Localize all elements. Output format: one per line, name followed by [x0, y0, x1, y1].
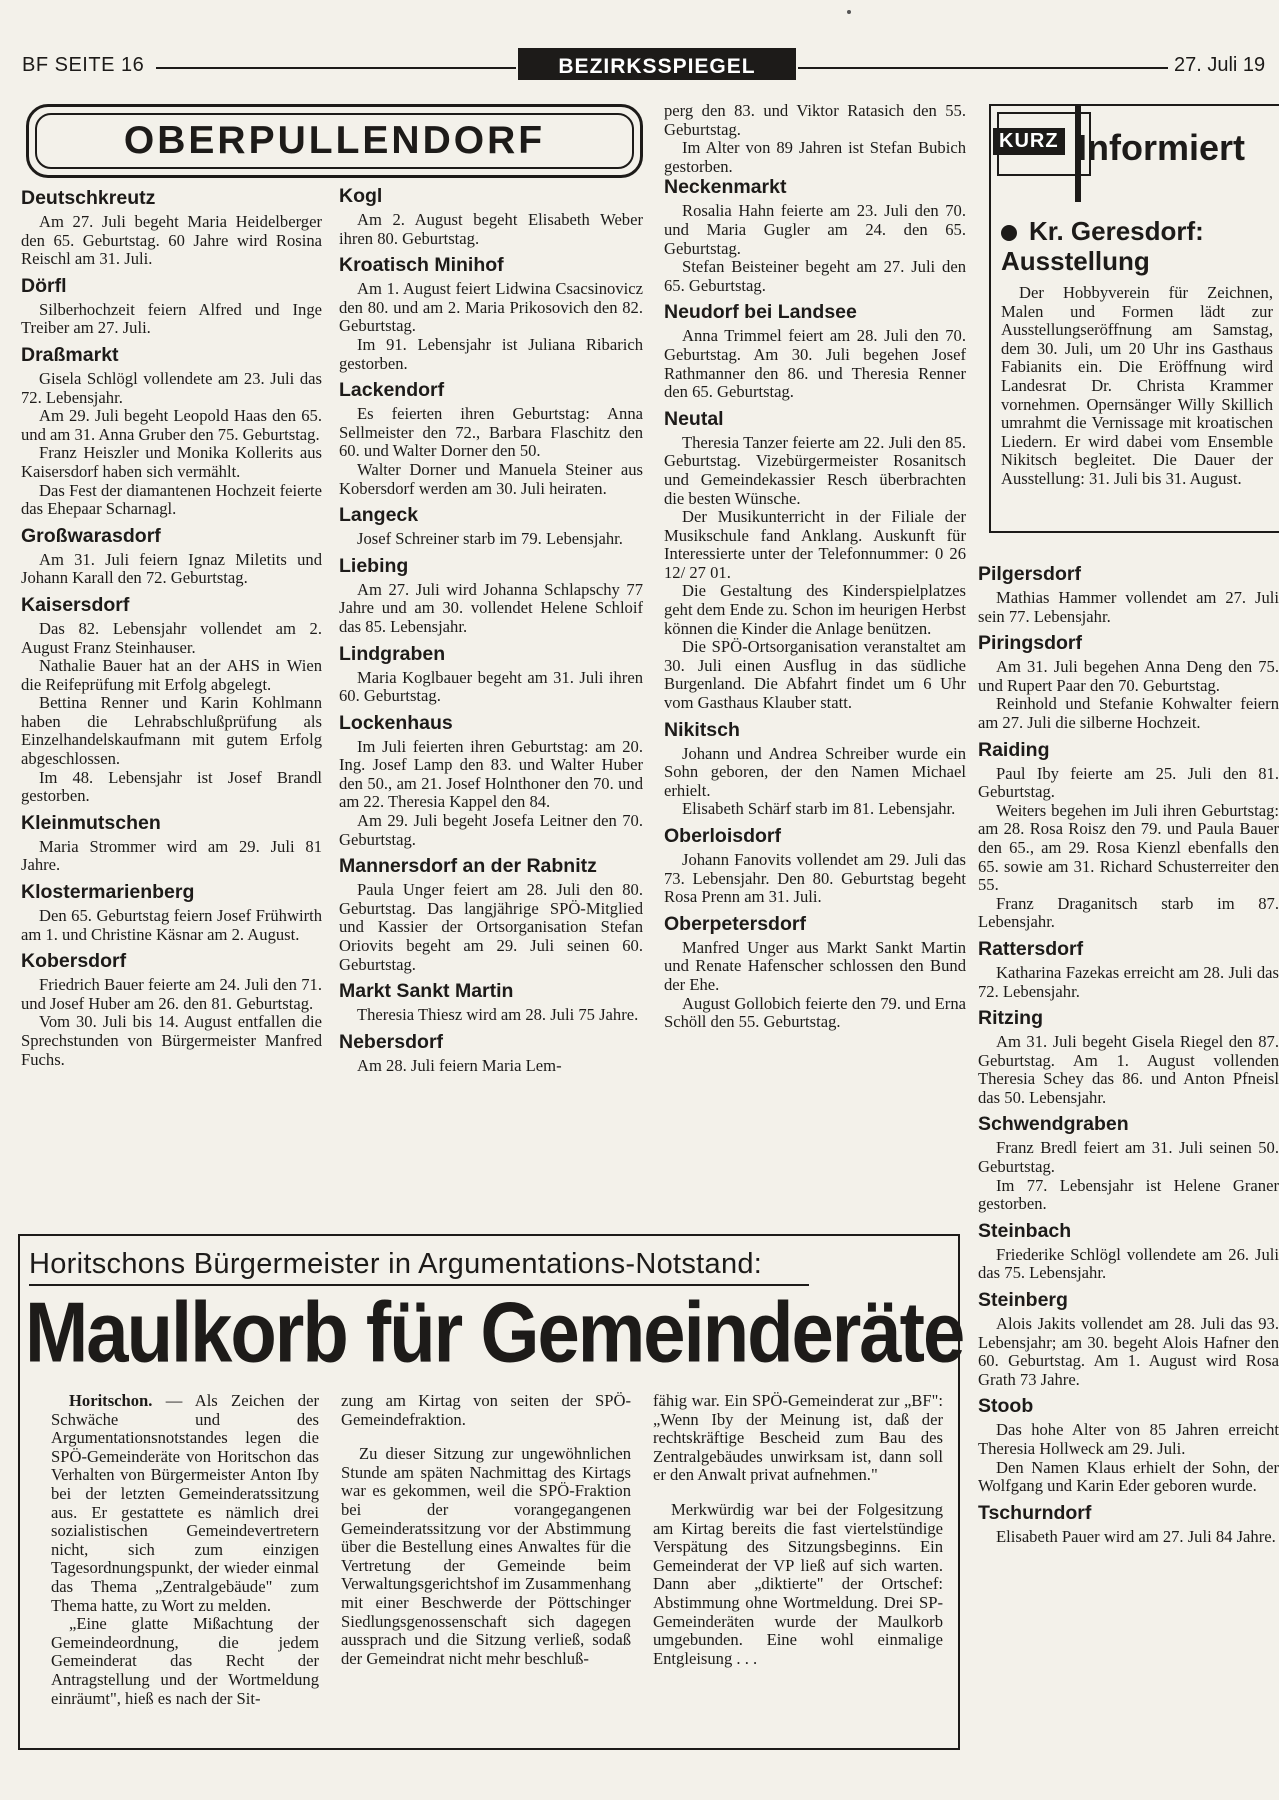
article-paragraph: zung am Kirtag von seiten der SPÖ-Gemeindefraktion.: [341, 1391, 631, 1429]
place-heading: Großwarasdorf: [21, 524, 161, 547]
news-paragraph: Den Namen Klaus erhielt der Sohn, der Wolfgang und Karin Eder geboren wurde.: [978, 1457, 1279, 1496]
column-2: [339, 185, 643, 1075]
place-heading: Pilgersdorf: [978, 563, 1081, 585]
news-paragraph: Gisela Schlögl vollendete am 23. Juli das 72. Lebensjahr.: [21, 368, 322, 407]
news-paragraph: Franz Bredl feiert am 31. Juli seinen 50. Geburtstag.: [978, 1138, 1279, 1177]
news-paragraph: Der Musikunterricht in der Filiale der Musikschule fand Anklang. Auskunft für Interessierte unter der Telefonnummer: 0 26 12/ 27 01.: [664, 507, 966, 582]
news-paragraph: Im 77. Lebensjahr ist Helene Graner gestorben.: [978, 1175, 1279, 1214]
news-paragraph: Alois Jakits vollendet am 28. Juli das 93. Lebensjahr; am 30. begeht Alois Hafner den 60. Geburtstag. Am 1. August wird Rosa Grath 73 Jahre.: [978, 1314, 1279, 1389]
issue-date: 27. Juli 19: [1174, 54, 1266, 76]
news-paragraph: Am 27. Juli begeht Maria Heidelberger den 65. Geburtstag. 60 Jahre wird Rosina Reischl am 31. Juli.: [21, 212, 322, 269]
news-paragraph: Maria Koglbauer begeht am 31. Juli ihren 60. Geburtstag.: [339, 667, 643, 706]
news-paragraph: Paula Unger feiert am 28. Juli den 80. Geburtstag. Das langjährige SPÖ-Mitglied und Kassier der Ortsorganisation Stefan Oriovits begeht am 29. Juli seinen 60. Geburtstag.: [339, 880, 643, 974]
news-paragraph: Am 2. August begeht Elisabeth Weber ihren 80. Geburtstag.: [339, 210, 643, 248]
page-number: BF SEITE 16: [22, 54, 145, 76]
news-paragraph: Im 48. Lebensjahr ist Josef Brandl gestorben.: [21, 767, 322, 806]
paragraph-gap: [341, 1429, 631, 1445]
place-heading: Oberloisdorf: [664, 825, 782, 847]
place-heading: Tschurndorf: [978, 1501, 1092, 1524]
news-paragraph: Am 31. Juli begehen Anna Deng den 75. und Rupert Paar den 70. Geburtstag.: [978, 657, 1279, 695]
article-paragraph: fähig war. Ein SPÖ-Gemeinderat zur „BF": „Wenn Iby der Meinung ist, daß der rechtskräftige Bescheid zum Bau des Zentralgebäudes unwirksam ist, dann soll er den Anwalt privat aufnehmen.": [653, 1391, 943, 1485]
column-3: [664, 102, 966, 1032]
news-paragraph: August Gollobich feierte den 79. und Erna Schöll den 55. Geburtstag.: [664, 993, 966, 1032]
news-paragraph: Franz Draganitsch starb im 87. Lebensjahr.: [978, 893, 1279, 932]
news-paragraph: Theresia Thiesz wird am 28. Juli 75 Jahre.: [357, 1005, 639, 1025]
place-heading: Nikitsch: [664, 718, 740, 741]
news-paragraph: Im 91. Lebensjahr ist Juliana Ribarich gestorben.: [339, 334, 643, 373]
article-paragraph: Merkwürdig war bei der Folgesitzung am Kirtag bereits die fast viertelstündige Verspätung des Sitzungsbeginns. Ein Gemeinderat der VP ließ auf sich warten. Dann aber „diktierte" der Ortschef: Abstimmung ohne Wortmeldung. Drei SP-Gemeinderäten wurde der Maulkorb umgebunden. Eine wohl einmalige Entgleisung . . .: [653, 1499, 943, 1668]
place-heading: Mannersdorf an der Rabnitz: [339, 855, 597, 878]
bullet-icon: [1001, 225, 1017, 241]
place-heading: Lockenhaus: [339, 711, 453, 734]
news-paragraph: Katharina Fazekas erreicht am 28. Juli das 72. Lebensjahr.: [978, 962, 1279, 1001]
kurz-informiert-box: [989, 104, 1279, 533]
news-paragraph: Walter Dorner und Manuela Steiner aus Kobersdorf werden am 30. Juli heiraten.: [339, 459, 643, 498]
article-paragraph: [51, 1392, 319, 1615]
place-heading: Neudorf bei Landsee: [664, 301, 857, 324]
section-title-box: [26, 104, 643, 178]
kurz-text: [1001, 284, 1273, 489]
place-heading: Kogl: [339, 185, 383, 207]
news-paragraph: Paul Iby feierte am 25. Juli den 81. Geburtstag.: [978, 763, 1279, 802]
news-paragraph: Anna Trimmel feiert am 28. Juli den 70. Geburtstag. Am 30. Juli begehen Josef Rathmanner den 86. und Theresia Renner den 65. Geburtstag.: [664, 326, 966, 402]
article-paragraph: Zu dieser Sitzung zur ungewöhnlichen Stunde am späten Nachmittag des Kirtags war es gekommen, weil die SPÖ-Fraktion bei der vorangegangenen Gemeinderatssitzung vor der Abstimmung über die Bestellung eines Anwaltes für die Vertretung der Gemeinde beim Verwaltungsgerichtshof im Zusammenhang mit einer Beschwerde der Pöttschinger Siedlungsgenossenschaft sich dagegen aussprach und die Sitzung verließ, sodaß der Gemeindrat nicht mehr beschluß-: [341, 1444, 631, 1668]
place-heading: Langeck: [339, 504, 419, 527]
place-heading: Neckenmarkt: [664, 176, 787, 199]
place-heading: Steinberg: [978, 1289, 1068, 1312]
place-heading: Kobersdorf: [21, 950, 127, 973]
news-paragraph: Es feierten ihren Geburtstag: Anna Sellmeister den 72., Barbara Flaschitz den 60. und Walter Dorner den 50.: [339, 404, 643, 461]
article-headline: Maulkorb für Gemeinderäte: [25, 1285, 964, 1381]
news-paragraph: Den 65. Geburtstag feiern Josef Frühwirth am 1. und Christine Käsnar am 2. August.: [21, 906, 322, 944]
place-heading: Oberpetersdorf: [664, 912, 806, 935]
news-paragraph: Am 1. August feiert Lidwina Csacsinovicz den 80. und am 2. Maria Prikosovich den 82. Geburtstag.: [339, 279, 643, 336]
kurz-title: Informiert: [1077, 127, 1246, 168]
news-paragraph: Mathias Hammer vollendet am 27. Juli sein 77. Lebensjahr.: [978, 588, 1279, 626]
news-paragraph: Johann und Andrea Schreiber wurde ein Sohn geboren, der den Namen Michael erhielt.: [664, 743, 966, 800]
news-paragraph: Das 82. Lebensjahr vollendet am 2. August Franz Steinhauser.: [21, 618, 322, 657]
news-paragraph: Weiters begehen im Juli ihren Geburtstag: am 28. Rosa Roisz den 79. und Paula Bauer den 65., am 29. Rosa Kienzl ebenfalls den 65. sowie am 31. Richard Schusterreiter den 55.: [978, 800, 1279, 895]
place-heading: Kaisersdorf: [21, 593, 130, 616]
news-paragraph: Bettina Renner und Karin Kohlmann haben die Lehrabschlußprüfung als Einzelhandelskaufmann mit gutem Erfolg abgeschlossen.: [21, 693, 322, 769]
news-paragraph: Rosalia Hahn feierte am 23. Juli den 70. und Maria Gugler am 24. den 65. Geburtstag.: [664, 201, 966, 258]
kurz-paragraph: Der Hobbyverein für Zeichnen, Malen und Formen lädt zur Ausstellungseröffnung am Samstag, dem 30. Juli, um 20 Uhr ins Gasthaus Fabianits ein. Die Eröffnung wird Landesrat Dr. Christa Krammer vornehmen. Opernsänger Willy Skillich umrahmt die Vernissage mit kroatischen Liedern. Er wird dabei vom Ensemble Nikitsch begleitet. Die Dauer der Ausstellung: 31. Juli bis 31. August.: [1001, 283, 1273, 488]
article-kicker: Horitschons Bürgermeister in Argumentations-Notstand:: [29, 1248, 763, 1280]
kurz-tab: KURZ: [993, 128, 1065, 155]
place-heading: Lackendorf: [339, 379, 445, 402]
news-paragraph: Elisabeth Schärf starb im 81. Lebensjahr.: [682, 799, 956, 819]
article-paragraph: „Eine glatte Mißachtung der Gemeindeordnung, die jedem Gemeinderat das Recht der Antragstellung und der Wortmeldung einräumt", hieß es nach der Sit-: [51, 1614, 319, 1708]
news-paragraph: Maria Strommer wird am 29. Juli 81 Jahre.: [21, 836, 322, 875]
place-heading: Klostermarienberg: [21, 881, 195, 904]
place-heading: Dörfl: [21, 274, 67, 297]
news-paragraph: Stefan Beisteiner begeht am 27. Juli den 65. Geburtstag.: [664, 257, 966, 295]
place-heading: Piringsdorf: [978, 632, 1083, 655]
place-heading: Lindgraben: [339, 642, 446, 665]
section-banner: BEZIRKSSPIEGEL: [518, 48, 796, 80]
dateline: Horitschon.: [69, 1391, 153, 1410]
news-paragraph: Josef Schreiner starb im 79. Lebensjahr.: [357, 529, 623, 549]
news-paragraph: Vom 30. Juli bis 14. August entfallen die Sprechstunden von Bürgermeister Manfred Fuchs.: [21, 1012, 322, 1069]
news-paragraph: Am 31. Juli feiern Ignaz Miletits und Johann Karall den 72. Geburtstag.: [21, 549, 322, 588]
news-paragraph: Das hohe Alter von 85 Jahren erreicht Theresia Hollweck am 29. Juli.: [978, 1420, 1279, 1458]
header-rule-right: [798, 67, 1168, 69]
continued-text: perg den 83. und Viktor Ratasich den 55. Geburtstag.: [664, 101, 966, 139]
news-paragraph: Am 29. Juli begeht Leopold Haas den 65. und am 31. Anna Gruber den 75. Geburtstag.: [21, 406, 322, 444]
place-heading: Nebersdorf: [339, 1030, 444, 1053]
continued-text: Im Alter von 89 Jahren ist Stefan Bubich gestorben.: [664, 138, 966, 176]
news-paragraph: Theresia Tanzer feierte am 22. Juli den 85. Geburtstag. Vizebürgermeister Rosanitsch und Gemeindekassier Resch überbrachten die besten Wünsche.: [664, 432, 966, 508]
news-paragraph: Franz Heiszler und Monika Kollerits aus Kaisersdorf haben sich vermählt.: [21, 443, 322, 481]
kurz-headline: [1001, 216, 1271, 276]
column-3-items: [664, 176, 966, 1031]
place-heading: Liebing: [339, 554, 409, 577]
place-heading: Schwendgraben: [978, 1113, 1129, 1136]
place-heading: Kroatisch Minihof: [339, 254, 504, 277]
news-paragraph: Manfred Unger aus Markt Sankt Martin und Renate Hafenscher schlossen den Bund der Ehe.: [664, 937, 966, 994]
news-paragraph: Friederike Schlögl vollendete am 26. Juli das 75. Lebensjahr.: [978, 1244, 1279, 1283]
article-column-1: [51, 1392, 319, 1708]
place-heading: Steinbach: [978, 1219, 1072, 1242]
news-paragraph: Das Fest der diamantenen Hochzeit feierte das Ehepaar Scharnagl.: [21, 480, 322, 519]
column-1: [21, 187, 322, 1069]
place-heading: Neutal: [664, 407, 724, 430]
place-heading: Ritzing: [978, 1007, 1043, 1030]
news-paragraph: Die Gestaltung des Kinderspielplatzes geht dem Ende zu. Schon im heurigen Herbst können die Kinder die Anlage benützen.: [664, 581, 966, 638]
news-paragraph: Reinhold und Stefanie Kohwalter feiern am 27. Juli die silberne Hochzeit.: [978, 694, 1279, 732]
news-paragraph: Friedrich Bauer feierte am 24. Juli den 71. und Josef Huber am 26. den 81. Geburtstag.: [21, 975, 322, 1013]
news-paragraph: Im Juli feierten ihren Geburtstag: am 20. Ing. Josef Lamp den 83. und Walter Huber den 50., am 21. Josef Holnthoner den 70. und am 22. Theresia Kappel den 84.: [339, 736, 643, 812]
column-4: [978, 563, 1279, 1546]
kurz-headline-text: Kr. Geresdorf: Ausstellung: [1001, 216, 1204, 276]
scan-speck: [847, 10, 851, 14]
news-paragraph: Johann Fanovits vollendet am 29. Juli das 73. Lebensjahr. Den 80. Geburtstag begeht Rosa Prenn am 31. Juli.: [664, 850, 966, 907]
news-paragraph: Die SPÖ-Ortsorganisation veranstaltet am 30. Juli einen Ausflug in das südliche Burgenland. Die Abfahrt findet um 6 Uhr vom Gasthaus Klauber statt.: [664, 637, 966, 713]
place-heading: Deutschkreutz: [21, 187, 156, 209]
news-paragraph: Am 27. Juli wird Johanna Schlapschy 77 Jahre und am 30. vollendet Helene Schloif das 85. Lebensjahr.: [339, 579, 643, 636]
news-paragraph: Elisabeth Pauer wird am 27. Juli 84 Jahre.: [996, 1526, 1276, 1546]
news-paragraph: Nathalie Bauer hat an der AHS in Wien die Reifeprüfung mit Erfolg abgelegt.: [21, 656, 322, 694]
article-column-2: [341, 1392, 631, 1668]
section-title: OBERPULLENDORF: [35, 113, 634, 169]
news-paragraph: Am 28. Juli feiern Maria Lem-: [357, 1055, 562, 1075]
news-paragraph: Silberhochzeit feiern Alfred und Inge Treiber am 27. Juli.: [21, 299, 322, 338]
news-paragraph: Am 29. Juli begeht Josefa Leitner den 70. Geburtstag.: [339, 811, 643, 849]
place-heading: Raiding: [978, 738, 1050, 761]
place-heading: Draßmarkt: [21, 343, 119, 366]
place-heading: Rattersdorf: [978, 937, 1084, 960]
place-heading: Stoob: [978, 1395, 1034, 1418]
article-text: — Als Zeichen der Schwäche und des Argumentationsnotstandes legen die SPÖ-Gemeinderäte von Horitschon das Verhalten von Bürgermeister Anton Iby bei der letzten Gemeinderatssitzung aus. Er gestattete es nämlich drei sozialistischen Gemeindevertretern nicht, sich zum einzigen Tagesordnungspunkt, der wieder einmal das Thema „Zentralgebäude" zum Thema hatte, zu Wort zu melden.: [51, 1391, 319, 1615]
paragraph-gap: [653, 1485, 943, 1501]
article-column-3: [653, 1392, 943, 1668]
header-rule-left: [156, 67, 516, 69]
place-heading: Kleinmutschen: [21, 811, 161, 834]
news-paragraph: Am 31. Juli begeht Gisela Riegel den 87. Geburtstag. Am 1. August vollenden Theresia Schey das 86. und Anton Pfneisl das 50. Lebensjahr.: [978, 1032, 1279, 1107]
place-heading: Markt Sankt Martin: [339, 980, 514, 1003]
